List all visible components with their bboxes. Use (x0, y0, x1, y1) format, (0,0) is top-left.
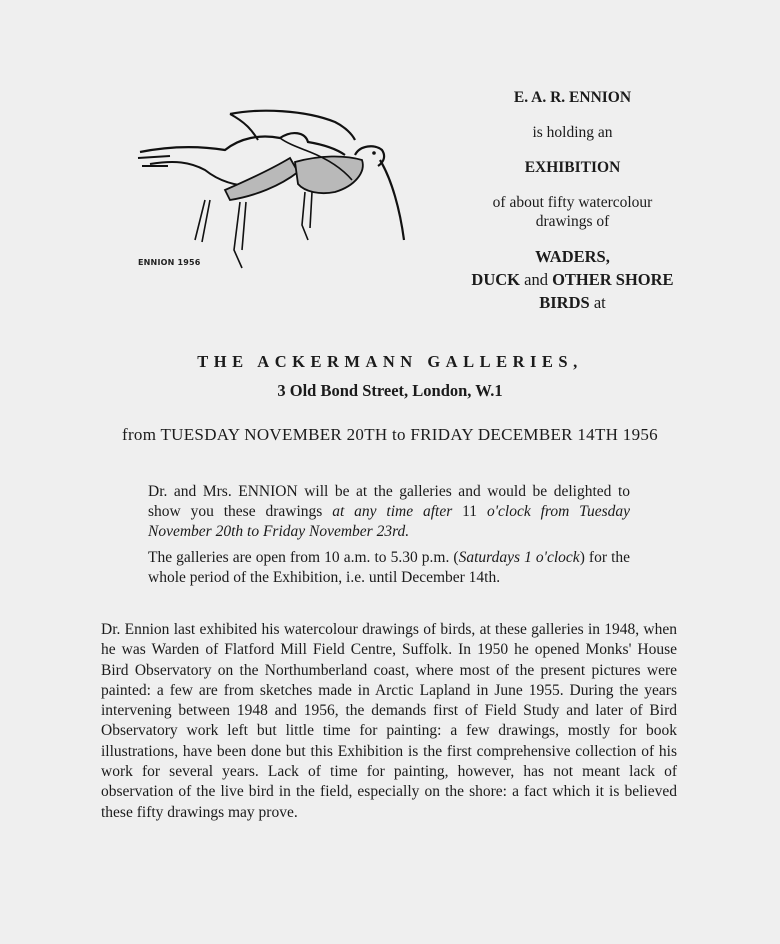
exhibition-heading: EXHIBITION (524, 159, 621, 176)
subject-line-1: WADERS, (535, 247, 610, 266)
announcement-block (440, 88, 705, 314)
gallery-address: 3 Old Bond Street, London, W.1 (277, 381, 503, 400)
artist-name: E. A. R. ENNION (513, 89, 632, 106)
about-text-2: drawings of (535, 213, 610, 230)
curlew-sketch-icon (130, 100, 420, 280)
exhibition-dates: from TUESDAY NOVEMBER 20TH to FRIDAY DECEMBER 14TH 1956 (122, 425, 658, 444)
gallery-name: THE ACKERMANN GALLERIES, (197, 352, 583, 371)
about-text-1: of about fifty watercolour (492, 194, 653, 211)
artist-signature: ENNION 1956 (138, 258, 201, 267)
subject-line-2: DUCK and OTHER SHORE (471, 270, 674, 289)
holding-text: is holding an (532, 124, 613, 141)
visit-paragraph: Dr. and Mrs. ENNION will be at the galleries and would be delighted to show you these drawings at any time after 11 o'clock from Tuesday November 20th to Friday November 23rd. (148, 483, 630, 540)
subject-line-3: BIRDS at (539, 293, 606, 312)
biography-paragraph: Dr. Ennion last exhibited his watercolour drawings of birds, at these galleries in 1948, when he was Warden of Flatford Mill Field Centre, Suffolk. In 1950 he opened Monks' House Bird Observatory on the Northumberland coast, where most of the present pictures were painted: a few are from sketches made in Arctic Lapland in June 1955. During the years intervening between 1948 and 1956, the demands first of Field Study and later of Bird Observatory work left but little time for painting: a few drawings, mostly for book illustrations, have been done but this Exhibition is the first comprehensive collection of his work for several years. Lack of time for painting, however, has not meant lack of observation of the live bird in the field, especially on the shore: a fact which it is believed these fifty drawings may prove. (101, 621, 677, 821)
opening-hours-paragraph: The galleries are open from 10 a.m. to 5.30 p.m. (Saturdays 1 o'clock) for the whole period of the Exhibition, i.e. until December 14th. (148, 549, 631, 586)
